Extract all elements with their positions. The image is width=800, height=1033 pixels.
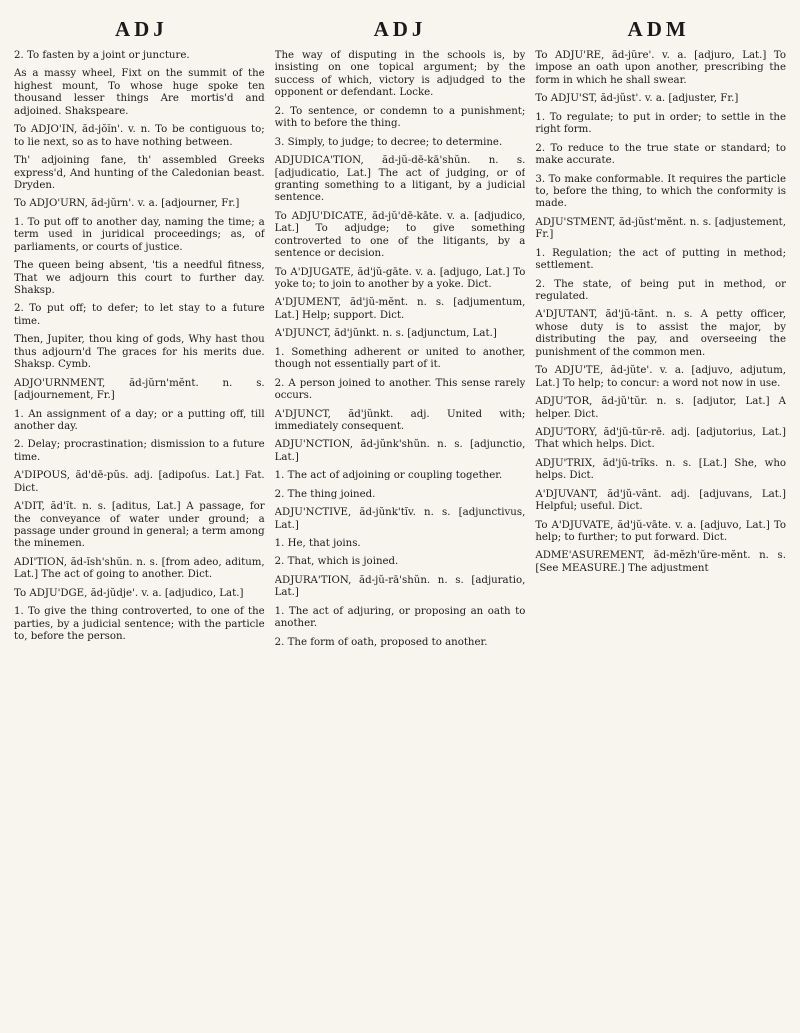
dictionary-entry: To A'DJUGATE, ăd'jŭ-gāte. v. a. [adjugo, Lat.] To yoke to; to join to another by a yoke. Dict. (274, 266, 526, 290)
dictionary-entry: To ADJO'IN, ăd-jŏĭn'. v. n. To be contiguous to; to lie next, so as to have nothing between. (14, 124, 265, 148)
dictionary-entry: A'DJUMENT, ăd'jŭ-mĕnt. n. s. [adjumentum, Lat.] Help; support. Dict. (274, 297, 526, 321)
dictionary-entry: ADJU'NCTIVE, ăd-jŭnk'tĭv. n. s. [adjunctivus, Lat.] (274, 507, 526, 531)
dictionary-entry: ADJU'TOR, ăd-jŭ'tŭr. n. s. [adjutor, Lat.] A helper. Dict. (535, 396, 786, 420)
dictionary-entry: ADJURA'TION, ăd-jŭ-rā'shŭn. n. s. [adjuratio, Lat.] (274, 574, 526, 599)
header-right: ADM (627, 16, 690, 41)
dictionary-entry: ADJU'STMENT, ăd-jŭst'mĕnt. n. s. [adjustement, Fr.] (535, 216, 786, 241)
dictionary-entry: To ADJO'URN, ăd-jŭrn'. v. a. [adjourner, Fr.] (14, 198, 240, 210)
dictionary-entry: ADJO'URNMENT, ăd-jŭrn'mĕnt. n. s. [adjournement, Fr.] (14, 377, 265, 402)
dictionary-entry: ADJU'TRIX, ăd'jŭ-trĭks. n. s. [Lat.] She, who helps. Dict. (535, 457, 786, 482)
column-left (14, 50, 265, 1020)
dictionary-entry: ADJU'NCTION, ăd-jŭnk'shŭn. n. s. [adjunctio, Lat.] (274, 439, 526, 463)
dictionary-entry: ADJU'TORY, ăd'jŭ-tŭr-rē. adj. [adjutorius, Lat.] That which helps. Dict. (535, 426, 786, 451)
dictionary-entry: A'DIPOUS, ăd'dē-pŭs. adj. [adipoſus. Lat.] Fat. Dict. (14, 470, 265, 494)
dictionary-entry: 3. To make conformable. It requires the particle to, before the thing, to which the conformity is made. (535, 173, 786, 210)
dictionary-entry: 2. The state, of being put in method, or regulated. (535, 278, 786, 302)
dictionary-entry: 2. To reduce to the true state or standard; to make accurate. (535, 142, 786, 167)
dictionary-entry: ADJUDICA'TION, ăd-jŭ-dē-kā'shŭn. n. s. [adjudicatio, Lat.] The act of judging, or of granting something to a litigant, by a judicial sentence. (274, 155, 526, 204)
text-columns (14, 50, 786, 1020)
dictionary-entry: ADME'ASUREMENT, ăd-mĕzh'ŭre-mĕnt. n. s. [See MEASURE.] The adjustment (535, 550, 786, 574)
column-right (535, 50, 786, 1020)
dictionary-entry: To ADJU'TE, ăd-jŭte'. v. a. [adjuvo, adjutum, Lat.] To help; to concur: a word not now in use. (535, 365, 786, 389)
dictionary-entry: 1. An assignment of a day; or a putting off, till another day. (14, 408, 265, 432)
dictionary-entry: A'DIT, ăd'ĭt. n. s. [aditus, Lat.] A passage, for the conveyance of water under ground; a passage under ground in general; a term among the minemen. (14, 501, 265, 550)
dictionary-entry: 1. To regulate; to put in order; to settle in the right form. (535, 111, 786, 136)
dictionary-entry: To ADJU'RE, ăd-jŭre'. v. a. [adjuro, Lat.] To impose an oath upon another, prescribing the form in which he shall swear. (535, 50, 786, 86)
dictionary-entry: 1. The act of adjoining or coupling together. (274, 470, 503, 482)
dictionary-entry: 1. He, that joins. (274, 538, 361, 549)
dictionary-entry: A'DJUNCT, ăd'jŭnkt. adj. United with; immediately consequent. (274, 408, 526, 432)
dictionary-entry: 2. To put off; to defer; to let stay to a future time. (14, 303, 265, 327)
dictionary-entry: 1. To put off to another day, naming the time; a term used in juridical proceedings; as, of parliaments, or courts of justice. (14, 216, 265, 253)
dictionary-entry: 2. Delay; procrastination; dismission to a future time. (14, 439, 265, 463)
dictionary-entry: 2. The thing joined. (274, 488, 376, 500)
dictionary-entry: Th' adjoining fane, th' assembled Greeks express'd, And hunting of the Caledonian beast. Dryden. (14, 155, 265, 191)
dictionary-entry: 1. Regulation; the act of putting in method; settlement. (535, 247, 786, 272)
dictionary-entry: 2. A person joined to another. This sense rarely occurs. (274, 377, 526, 402)
dictionary-entry: 2. To sentence, or condemn to a punishment; with to before the thing. (274, 105, 526, 130)
dictionary-entry: The way of disputing in the schools is, by insisting on one topical argument; by the success of which, victory is adjudged to the opponent or defendant. Locke. (274, 50, 526, 99)
dictionary-entry: To A'DJUVATE, ăd'jŭ-vāte. v. a. [adjuvo, Lat.] To help; to further; to put forward. Dict. (535, 519, 786, 543)
dictionary-entry: To ADJU'DGE, ăd-jŭdje'. v. a. [adjudico, Lat.] (14, 587, 244, 599)
dictionary-entry: 1. Something adherent or united to another, though not essentially part of it. (274, 346, 526, 371)
dictionary-entry: 1. The act of adjuring, or proposing an oath to another. (274, 605, 526, 630)
column-middle (275, 50, 526, 1020)
dictionary-entry: To ADJU'ST, ăd-jŭst'. v. a. [adjuster, Fr.] (535, 93, 739, 105)
dictionary-entry: 2. To fasten by a joint or juncture. (14, 50, 190, 61)
dictionary-entry: 3. Simply, to judge; to decree; to determine. (274, 136, 503, 148)
header-center: ADJ (373, 16, 427, 41)
dictionary-entry: As a massy wheel, Fixt on the summit of the highest mount, To whose huge spoke ten thousand lesser things Are mortis'd and adjoined. Shakspeare. (14, 68, 265, 117)
dictionary-entry: 2. The form of oath, proposed to another. (274, 636, 488, 648)
dictionary-entry: A'DJUVANT, ăd'jŭ-vănt. adj. [adjuvans, Lat.] Helpful; useful. Dict. (535, 488, 786, 513)
dictionary-entry: The queen being absent, 'tis a needful fitness, That we adjourn this court to further day. Shaksp. (14, 260, 265, 296)
header-left: ADJ (114, 16, 168, 41)
dictionary-entry: A'DJUTANT, ăd'jŭ-tănt. n. s. A petty officer, whose duty is to assist the major, by distributing the pay, and overseeing the punishment of the common men. (535, 309, 786, 358)
dictionary-entry: Then, Jupiter, thou king of gods, Why hast thou thus adjourn'd The graces for his merits due. Shaksp. Cymb. (14, 334, 265, 371)
dictionary-entry: ADI'TION, ăd-ĭsh'shŭn. n. s. [from adeo, aditum, Lat.] The act of going to another. Dict. (14, 556, 265, 581)
running-headers (14, 8, 786, 50)
dictionary-entry: To ADJU'DICATE, ăd-jŭ'dē-kāte. v. a. [adjudico, Lat.] To adjudge; to give something controverted to one of the litigants, by a sentence or decision. (274, 210, 526, 260)
dictionary-entry: A'DJUNCT, ăd'jŭnkt. n. s. [adjunctum, Lat.] (274, 328, 497, 340)
dictionary-entry: 1. To give the thing controverted, to one of the parties, by a judicial sentence; with the particle to, before the person. (14, 606, 265, 643)
dictionary-entry: 2. That, which is joined. (274, 556, 399, 568)
